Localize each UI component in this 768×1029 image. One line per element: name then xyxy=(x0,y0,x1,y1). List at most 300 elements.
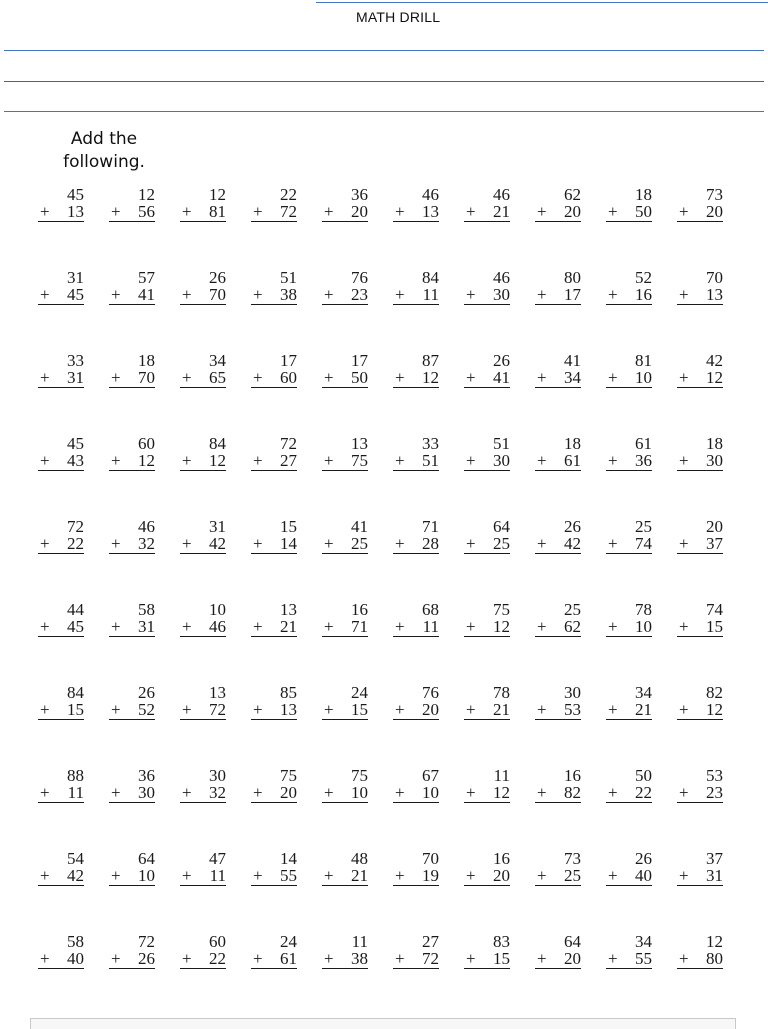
addition-problem xyxy=(464,352,510,435)
addition-problem xyxy=(535,435,581,518)
addend-bottom xyxy=(38,369,84,388)
addend-bottom-value: 21 xyxy=(280,617,297,636)
addend-bottom-value: 65 xyxy=(209,368,226,387)
plus-sign: + xyxy=(182,451,192,470)
addition-problem xyxy=(393,269,439,352)
addition-problem xyxy=(251,269,297,352)
addition-problem xyxy=(535,186,581,269)
addend-top: 24 xyxy=(280,932,297,951)
addend-bottom-value: 50 xyxy=(635,202,652,221)
addend-top: 57 xyxy=(138,268,155,287)
addend-bottom-value: 60 xyxy=(280,368,297,387)
plus-sign: + xyxy=(182,783,192,802)
addend-top: 76 xyxy=(422,683,439,702)
plus-sign: + xyxy=(182,949,192,968)
plus-sign: + xyxy=(324,617,334,636)
addition-problem xyxy=(38,269,84,352)
addition-problem xyxy=(677,518,723,601)
addend-bottom xyxy=(535,286,581,305)
addend-top: 51 xyxy=(280,268,297,287)
addend-bottom-value: 12 xyxy=(706,368,723,387)
plus-sign: + xyxy=(466,866,476,885)
addend-top: 76 xyxy=(351,268,368,287)
addend-top: 52 xyxy=(635,268,652,287)
addend-bottom-value: 13 xyxy=(67,202,84,221)
addition-problem xyxy=(251,684,297,767)
addend-top: 73 xyxy=(564,849,581,868)
addition-problem xyxy=(393,435,439,518)
addend-bottom-value: 46 xyxy=(209,617,226,636)
plus-sign: + xyxy=(466,617,476,636)
addition-problem xyxy=(677,601,723,684)
addition-problem xyxy=(251,767,297,850)
plus-sign: + xyxy=(679,700,689,719)
addend-bottom xyxy=(464,286,510,305)
addition-problem xyxy=(322,767,368,850)
addend-bottom xyxy=(180,369,226,388)
addend-bottom-value: 38 xyxy=(351,949,368,968)
plus-sign: + xyxy=(679,866,689,885)
addend-top: 12 xyxy=(706,932,723,951)
addend-bottom xyxy=(606,203,652,222)
addend-bottom-value: 70 xyxy=(138,368,155,387)
addend-bottom xyxy=(535,784,581,803)
addend-bottom-value: 30 xyxy=(493,451,510,470)
addition-problem xyxy=(180,684,226,767)
addend-bottom-value: 15 xyxy=(706,617,723,636)
plus-sign: + xyxy=(111,202,121,221)
addend-top: 62 xyxy=(564,185,581,204)
addend-bottom-value: 72 xyxy=(280,202,297,221)
addend-bottom xyxy=(535,203,581,222)
addend-bottom-value: 26 xyxy=(138,949,155,968)
addend-bottom xyxy=(38,701,84,720)
addend-bottom-value: 11 xyxy=(209,866,226,885)
addend-bottom xyxy=(606,784,652,803)
addend-bottom xyxy=(606,618,652,637)
plus-sign: + xyxy=(466,202,476,221)
addend-top: 10 xyxy=(209,600,226,619)
plus-sign: + xyxy=(537,866,547,885)
plus-sign: + xyxy=(608,285,618,304)
addend-bottom-value: 72 xyxy=(209,700,226,719)
addend-bottom xyxy=(109,452,155,471)
addend-bottom xyxy=(464,452,510,471)
addend-bottom xyxy=(109,203,155,222)
addend-bottom-value: 20 xyxy=(351,202,368,221)
addition-problem xyxy=(109,601,155,684)
addend-bottom-value: 11 xyxy=(422,285,439,304)
addition-problem xyxy=(180,601,226,684)
addition-problem xyxy=(180,435,226,518)
addend-top: 33 xyxy=(67,351,84,370)
addend-bottom-value: 20 xyxy=(706,202,723,221)
plus-sign: + xyxy=(537,700,547,719)
plus-sign: + xyxy=(608,617,618,636)
addend-bottom xyxy=(464,950,510,969)
plus-sign: + xyxy=(253,866,263,885)
addend-bottom-value: 75 xyxy=(351,451,368,470)
addend-bottom-value: 30 xyxy=(138,783,155,802)
addend-bottom xyxy=(606,286,652,305)
addend-bottom-value: 41 xyxy=(493,368,510,387)
plus-sign: + xyxy=(395,783,405,802)
addend-top: 70 xyxy=(706,268,723,287)
addend-bottom-value: 10 xyxy=(422,783,439,802)
plus-sign: + xyxy=(253,534,263,553)
plus-sign: + xyxy=(537,783,547,802)
addend-bottom-value: 45 xyxy=(67,617,84,636)
plus-sign: + xyxy=(608,949,618,968)
addend-bottom xyxy=(677,618,723,637)
addend-bottom xyxy=(38,535,84,554)
addend-bottom xyxy=(393,950,439,969)
addend-top: 17 xyxy=(351,351,368,370)
addition-problem xyxy=(606,601,652,684)
addend-bottom xyxy=(535,867,581,886)
plus-sign: + xyxy=(537,949,547,968)
addend-bottom-value: 38 xyxy=(280,285,297,304)
plus-sign: + xyxy=(324,534,334,553)
plus-sign: + xyxy=(40,617,50,636)
addition-problem xyxy=(109,933,155,1016)
plus-sign: + xyxy=(395,866,405,885)
plus-sign: + xyxy=(395,451,405,470)
addend-bottom-value: 21 xyxy=(493,700,510,719)
plus-sign: + xyxy=(111,949,121,968)
addend-bottom xyxy=(322,618,368,637)
addend-bottom-value: 15 xyxy=(67,700,84,719)
addend-top: 14 xyxy=(280,849,297,868)
addend-bottom xyxy=(322,203,368,222)
addition-problem xyxy=(535,684,581,767)
addend-top: 26 xyxy=(564,517,581,536)
plus-sign: + xyxy=(253,783,263,802)
problem-grid xyxy=(38,186,748,1016)
addend-top: 16 xyxy=(493,849,510,868)
addend-bottom xyxy=(464,535,510,554)
addend-bottom xyxy=(109,784,155,803)
addition-problem xyxy=(180,269,226,352)
addend-top: 72 xyxy=(67,517,84,536)
addend-top: 84 xyxy=(67,683,84,702)
addition-problem xyxy=(38,435,84,518)
addition-problem xyxy=(393,850,439,933)
addend-bottom xyxy=(393,452,439,471)
addend-bottom-value: 55 xyxy=(635,949,652,968)
addend-top: 41 xyxy=(564,351,581,370)
addition-problem xyxy=(535,601,581,684)
addition-problem xyxy=(677,767,723,850)
plus-sign: + xyxy=(395,368,405,387)
addend-top: 30 xyxy=(564,683,581,702)
addend-top: 82 xyxy=(706,683,723,702)
plus-sign: + xyxy=(40,700,50,719)
addend-bottom xyxy=(606,452,652,471)
addend-top: 51 xyxy=(493,434,510,453)
header-blue-rule-1 xyxy=(4,50,764,51)
addition-problem xyxy=(464,518,510,601)
addend-bottom-value: 42 xyxy=(564,534,581,553)
addend-top: 47 xyxy=(209,849,226,868)
addend-bottom xyxy=(393,535,439,554)
addend-bottom-value: 11 xyxy=(422,617,439,636)
addition-problem xyxy=(464,684,510,767)
addend-bottom-value: 12 xyxy=(422,368,439,387)
addend-top: 84 xyxy=(422,268,439,287)
addend-bottom-value: 51 xyxy=(422,451,439,470)
plus-sign: + xyxy=(679,368,689,387)
addend-bottom-value: 10 xyxy=(138,866,155,885)
addend-top: 68 xyxy=(422,600,439,619)
plus-sign: + xyxy=(608,700,618,719)
addend-top: 60 xyxy=(209,932,226,951)
plus-sign: + xyxy=(395,285,405,304)
addend-bottom xyxy=(109,867,155,886)
addend-bottom-value: 34 xyxy=(564,368,581,387)
addend-top: 46 xyxy=(493,185,510,204)
addition-problem xyxy=(180,850,226,933)
addition-problem xyxy=(38,518,84,601)
addend-top: 71 xyxy=(422,517,439,536)
addend-bottom-value: 30 xyxy=(706,451,723,470)
addend-top: 87 xyxy=(422,351,439,370)
addend-bottom-value: 32 xyxy=(209,783,226,802)
addition-problem xyxy=(109,435,155,518)
addition-problem xyxy=(38,352,84,435)
addition-problem xyxy=(322,435,368,518)
addend-top: 22 xyxy=(280,185,297,204)
addend-bottom-value: 40 xyxy=(635,866,652,885)
addend-top: 84 xyxy=(209,434,226,453)
plus-sign: + xyxy=(466,451,476,470)
plus-sign: + xyxy=(40,368,50,387)
addend-bottom-value: 42 xyxy=(209,534,226,553)
addend-bottom xyxy=(38,950,84,969)
addend-bottom xyxy=(677,701,723,720)
addend-top: 18 xyxy=(564,434,581,453)
addend-bottom-value: 23 xyxy=(706,783,723,802)
plus-sign: + xyxy=(182,368,192,387)
addend-bottom xyxy=(180,286,226,305)
addend-bottom xyxy=(251,535,297,554)
addend-bottom xyxy=(535,452,581,471)
addend-bottom xyxy=(606,369,652,388)
addend-bottom-value: 40 xyxy=(67,949,84,968)
addition-problem xyxy=(251,435,297,518)
addend-top: 61 xyxy=(635,434,652,453)
addition-problem xyxy=(464,601,510,684)
addend-bottom xyxy=(393,203,439,222)
addition-problem xyxy=(606,518,652,601)
plus-sign: + xyxy=(679,202,689,221)
addition-problem xyxy=(606,684,652,767)
plus-sign: + xyxy=(253,202,263,221)
header-top-rule xyxy=(316,2,768,3)
addend-top: 50 xyxy=(635,766,652,785)
addend-bottom-value: 25 xyxy=(351,534,368,553)
addend-top: 13 xyxy=(209,683,226,702)
addend-top: 80 xyxy=(564,268,581,287)
addend-top: 18 xyxy=(706,434,723,453)
addend-bottom xyxy=(251,203,297,222)
plus-sign: + xyxy=(466,534,476,553)
addend-top: 34 xyxy=(635,932,652,951)
addend-bottom-value: 32 xyxy=(138,534,155,553)
addition-problem xyxy=(251,601,297,684)
addend-top: 36 xyxy=(351,185,368,204)
addend-bottom-value: 22 xyxy=(209,949,226,968)
plus-sign: + xyxy=(395,534,405,553)
addend-bottom xyxy=(38,203,84,222)
addend-top: 41 xyxy=(351,517,368,536)
addend-bottom xyxy=(535,701,581,720)
addend-bottom-value: 71 xyxy=(351,617,368,636)
addend-top: 64 xyxy=(564,932,581,951)
addend-bottom-value: 21 xyxy=(351,866,368,885)
plus-sign: + xyxy=(608,451,618,470)
addend-bottom xyxy=(322,950,368,969)
addition-problem xyxy=(180,767,226,850)
addend-bottom xyxy=(180,867,226,886)
addend-bottom-value: 12 xyxy=(493,617,510,636)
plus-sign: + xyxy=(324,783,334,802)
addend-bottom-value: 13 xyxy=(706,285,723,304)
addend-top: 81 xyxy=(635,351,652,370)
addition-problem xyxy=(464,933,510,1016)
addend-top: 15 xyxy=(280,517,297,536)
addend-bottom-value: 82 xyxy=(564,783,581,802)
addend-bottom-value: 12 xyxy=(493,783,510,802)
addend-top: 85 xyxy=(280,683,297,702)
addend-bottom xyxy=(464,618,510,637)
addend-top: 24 xyxy=(351,683,368,702)
addition-problem xyxy=(606,767,652,850)
addend-top: 75 xyxy=(280,766,297,785)
addend-bottom-value: 42 xyxy=(67,866,84,885)
plus-sign: + xyxy=(537,451,547,470)
addition-problem xyxy=(38,933,84,1016)
addend-bottom-value: 31 xyxy=(706,866,723,885)
plus-sign: + xyxy=(253,949,263,968)
addend-top: 36 xyxy=(138,766,155,785)
addition-problem xyxy=(393,518,439,601)
addend-bottom xyxy=(393,867,439,886)
plus-sign: + xyxy=(537,534,547,553)
addend-bottom-value: 10 xyxy=(635,617,652,636)
addend-top: 46 xyxy=(422,185,439,204)
plus-sign: + xyxy=(537,202,547,221)
plus-sign: + xyxy=(111,285,121,304)
addition-problem xyxy=(109,186,155,269)
addend-bottom-value: 20 xyxy=(493,866,510,885)
addend-bottom xyxy=(322,286,368,305)
addend-bottom xyxy=(251,452,297,471)
addend-bottom xyxy=(38,618,84,637)
plus-sign: + xyxy=(40,949,50,968)
addend-bottom-value: 12 xyxy=(138,451,155,470)
addition-problem xyxy=(322,684,368,767)
plus-sign: + xyxy=(182,617,192,636)
plus-sign: + xyxy=(111,617,121,636)
plus-sign: + xyxy=(395,617,405,636)
addend-bottom xyxy=(109,535,155,554)
addend-bottom xyxy=(180,950,226,969)
addition-problem xyxy=(109,850,155,933)
addend-bottom-value: 31 xyxy=(138,617,155,636)
plus-sign: + xyxy=(679,534,689,553)
addition-problem xyxy=(606,933,652,1016)
addend-bottom-value: 22 xyxy=(67,534,84,553)
addend-bottom-value: 10 xyxy=(635,368,652,387)
addend-top: 44 xyxy=(67,600,84,619)
addition-problem xyxy=(180,186,226,269)
addend-bottom xyxy=(251,701,297,720)
plus-sign: + xyxy=(395,700,405,719)
plus-sign: + xyxy=(253,285,263,304)
addend-top: 27 xyxy=(422,932,439,951)
addend-bottom xyxy=(677,784,723,803)
addend-bottom xyxy=(464,784,510,803)
addend-bottom-value: 37 xyxy=(706,534,723,553)
addend-bottom xyxy=(109,950,155,969)
addend-top: 31 xyxy=(67,268,84,287)
addend-bottom xyxy=(606,950,652,969)
plus-sign: + xyxy=(679,783,689,802)
addend-top: 75 xyxy=(351,766,368,785)
addend-top: 75 xyxy=(493,600,510,619)
header-red-rule xyxy=(4,81,764,82)
addend-top: 34 xyxy=(635,683,652,702)
addend-top: 88 xyxy=(67,766,84,785)
addend-top: 37 xyxy=(706,849,723,868)
addend-bottom xyxy=(677,452,723,471)
addend-top: 18 xyxy=(138,351,155,370)
plus-sign: + xyxy=(608,368,618,387)
addend-top: 72 xyxy=(280,434,297,453)
addend-bottom xyxy=(606,867,652,886)
addition-problem xyxy=(464,435,510,518)
addend-bottom xyxy=(535,369,581,388)
addend-bottom-value: 10 xyxy=(351,783,368,802)
addend-top: 45 xyxy=(67,434,84,453)
addend-bottom-value: 27 xyxy=(280,451,297,470)
addend-top: 48 xyxy=(351,849,368,868)
addend-bottom xyxy=(109,369,155,388)
plus-sign: + xyxy=(537,368,547,387)
addend-bottom xyxy=(322,867,368,886)
addend-bottom-value: 28 xyxy=(422,534,439,553)
addend-bottom xyxy=(677,535,723,554)
addend-top: 60 xyxy=(138,434,155,453)
plus-sign: + xyxy=(537,285,547,304)
addend-top: 74 xyxy=(706,600,723,619)
plus-sign: + xyxy=(466,285,476,304)
plus-sign: + xyxy=(182,285,192,304)
addend-bottom-value: 15 xyxy=(493,949,510,968)
addition-problem xyxy=(322,850,368,933)
addition-problem xyxy=(535,518,581,601)
addition-problem xyxy=(109,684,155,767)
plus-sign: + xyxy=(253,700,263,719)
addend-bottom-value: 12 xyxy=(706,700,723,719)
addition-problem xyxy=(38,767,84,850)
addend-bottom xyxy=(251,867,297,886)
addition-problem xyxy=(677,186,723,269)
addend-bottom xyxy=(464,867,510,886)
addition-problem xyxy=(38,601,84,684)
addend-bottom xyxy=(677,203,723,222)
